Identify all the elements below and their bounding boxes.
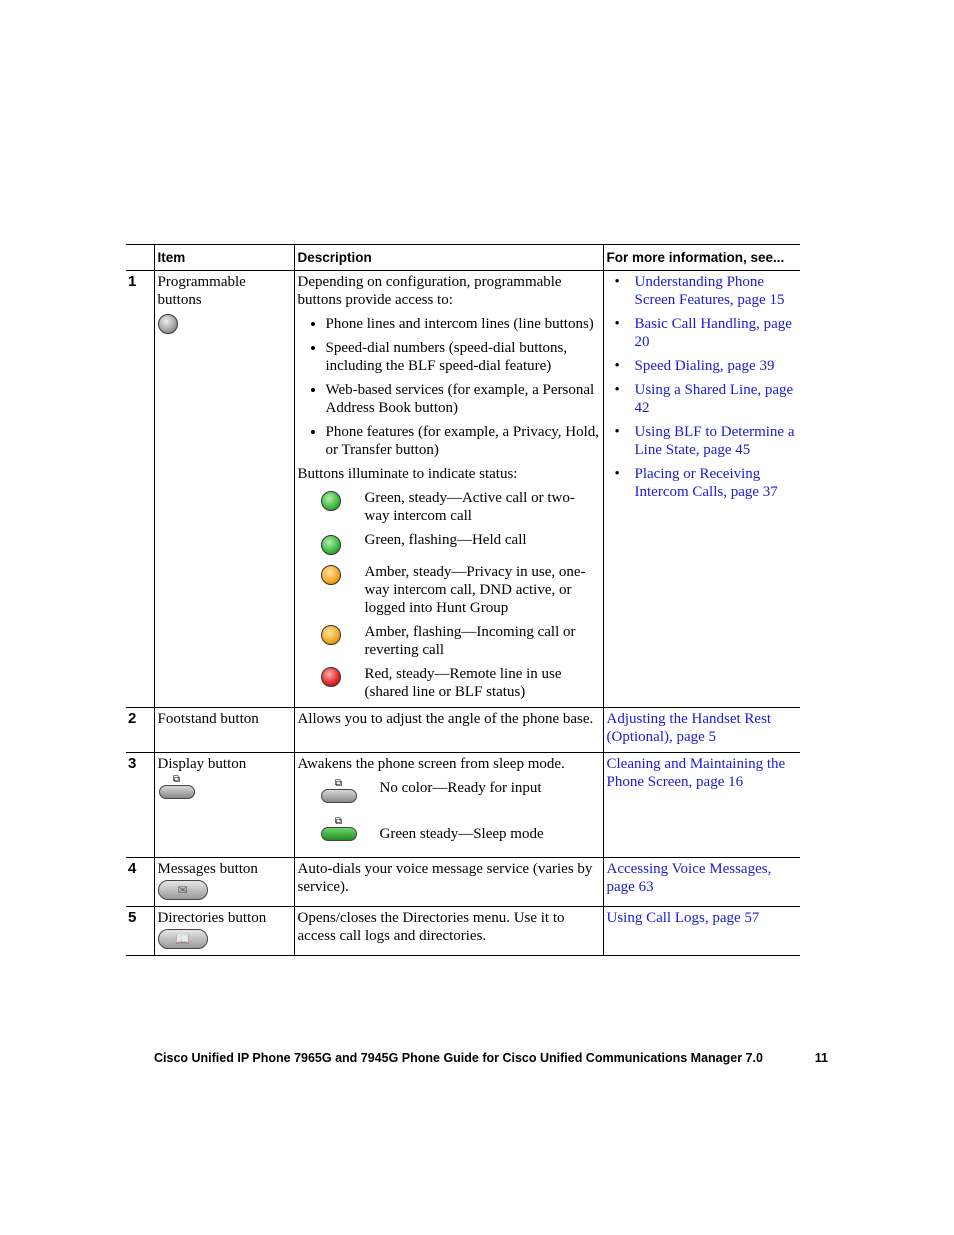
link-shared-line[interactable]: Using a Shared Line, page 42 xyxy=(634,382,794,416)
link-handset-rest[interactable]: Adjusting the Handset Rest (Optional), page 5 xyxy=(606,711,772,745)
item-cell xyxy=(154,271,294,708)
link-cleaning-screen[interactable]: Cleaning and Maintaining the Phone Screen, page 16 xyxy=(606,756,786,790)
link-call-logs[interactable]: Using Call Logs, page 57 xyxy=(606,910,760,926)
state-row xyxy=(298,779,600,803)
row-number: 3 xyxy=(126,753,154,858)
table-row xyxy=(126,858,800,907)
list-item: • Speed-dial numbers (speed-dial buttons, including the BLF speed-dial feature) xyxy=(326,339,600,375)
item-cell xyxy=(154,858,294,907)
link-speed-dialing[interactable]: Speed Dialing, page 39 xyxy=(634,358,775,374)
link-phone-screen-features[interactable]: Understanding Phone Screen Features, page 15 xyxy=(634,274,785,308)
footer-title: Cisco Unified IP Phone 7965G and 7945G Phone Guide for Cisco Unified Communications Manager 7.0 xyxy=(154,1051,763,1065)
state-text: Green steady—Sleep mode xyxy=(379,826,544,842)
table-row xyxy=(126,271,800,708)
programmable-button-icon xyxy=(158,314,178,334)
status-list xyxy=(298,489,600,701)
more-info-cell xyxy=(603,753,800,858)
item-cell xyxy=(154,907,294,956)
status-text: Red, steady—Remote line in use (shared line or BLF status) xyxy=(364,666,562,700)
link-blf-line-state[interactable]: Using BLF to Determine a Line State, page 45 xyxy=(634,424,795,458)
status-text: Green, steady—Active call or two-way intercom call xyxy=(364,490,575,524)
state-row xyxy=(298,817,600,843)
feature-list xyxy=(298,315,600,459)
directories-book-icon: 📖 xyxy=(158,929,208,949)
row-number: 5 xyxy=(126,907,154,956)
item-label: Programmable buttons xyxy=(157,274,246,308)
list-item: • Phone features (for example, a Privacy, Hold, or Transfer button) xyxy=(326,423,600,459)
table-header-row xyxy=(126,245,800,271)
status-text: Green, flashing—Held call xyxy=(364,532,527,548)
amber-led-icon xyxy=(321,565,341,585)
status-row xyxy=(298,531,600,555)
more-info-cell xyxy=(603,907,800,956)
header-description: Description xyxy=(294,245,603,271)
description-cell xyxy=(294,753,603,858)
list-item: • Web-based services (for example, a Personal Address Book button) xyxy=(326,381,600,417)
table-row xyxy=(126,753,800,858)
messages-envelope-icon: ✉ xyxy=(158,880,208,900)
display-grey-icon: ⧉ xyxy=(320,779,358,803)
green-led-icon xyxy=(321,491,341,511)
green-led-icon xyxy=(321,535,341,555)
more-info-cell xyxy=(603,271,800,708)
item-cell xyxy=(154,753,294,858)
item-label: Messages button xyxy=(157,861,258,877)
header-item: Item xyxy=(154,245,294,271)
table-row xyxy=(126,907,800,956)
item-label: Footstand button xyxy=(154,708,294,753)
link-intercom-calls[interactable]: Placing or Receiving Intercom Calls, page 37 xyxy=(634,466,778,500)
display-button-icon: ⧉ xyxy=(158,775,196,799)
description-cell: Allows you to adjust the angle of the phone base. xyxy=(294,708,603,753)
item-label: Directories button xyxy=(157,910,267,926)
description-intro: Depending on configuration, programmable buttons provide access to: xyxy=(297,274,562,308)
header-blank xyxy=(126,245,154,271)
status-intro: Buttons illuminate to indicate status: xyxy=(297,466,518,482)
more-info-cell xyxy=(603,858,800,907)
row-number: 1 xyxy=(126,271,154,708)
row-number: 2 xyxy=(126,708,154,753)
feature-table xyxy=(126,244,800,956)
table-row xyxy=(126,708,800,753)
page-footer xyxy=(154,1051,828,1065)
description-cell xyxy=(294,271,603,708)
state-text: No color—Ready for input xyxy=(379,780,542,796)
display-green-icon: ⧉ xyxy=(320,817,358,841)
status-row xyxy=(298,623,600,659)
list-item: • Phone lines and intercom lines (line buttons) xyxy=(326,315,600,333)
page-number: 11 xyxy=(814,1051,828,1065)
link-list xyxy=(607,273,798,501)
status-row xyxy=(298,489,600,525)
description-cell: Opens/closes the Directories menu. Use it to access call logs and directories. xyxy=(294,907,603,956)
red-led-icon xyxy=(321,667,341,687)
more-info-cell xyxy=(603,708,800,753)
status-text: Amber, steady—Privacy in use, one-way intercom call, DND active, or logged into Hunt Group xyxy=(364,564,586,616)
description-text: Awakens the phone screen from sleep mode. xyxy=(297,756,565,772)
status-row xyxy=(298,563,600,617)
link-basic-call-handling[interactable]: Basic Call Handling, page 20 xyxy=(634,316,792,350)
status-row xyxy=(298,665,600,701)
header-more-info: For more information, see... xyxy=(603,245,800,271)
description-cell: Auto-dials your voice message service (varies by service). xyxy=(294,858,603,907)
amber-led-icon xyxy=(321,625,341,645)
row-number: 4 xyxy=(126,858,154,907)
link-voice-messages[interactable]: Accessing Voice Messages, page 63 xyxy=(606,861,772,895)
item-label: Display button xyxy=(157,756,247,772)
status-text: Amber, flashing—Incoming call or reverting call xyxy=(364,624,576,658)
